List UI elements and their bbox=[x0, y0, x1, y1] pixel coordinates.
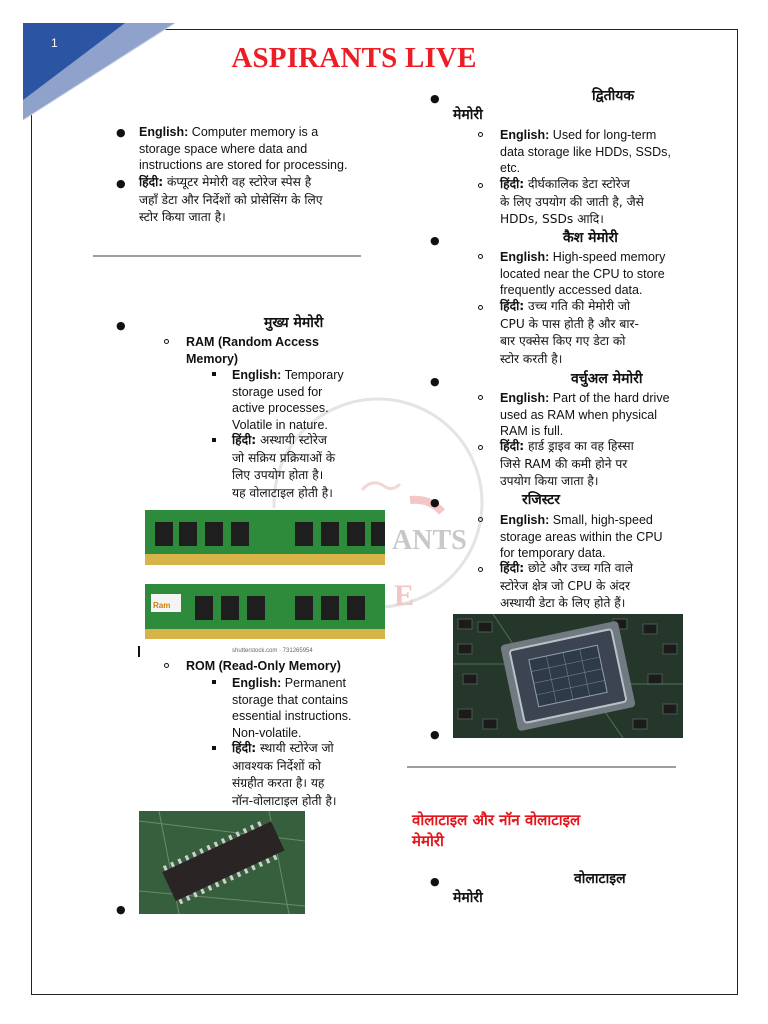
hindi-label: हिंदी: bbox=[500, 177, 525, 191]
volatile-nonvolatile-heading bbox=[412, 810, 672, 852]
bullet-dot: ● bbox=[430, 496, 440, 509]
english-label: English: bbox=[232, 368, 282, 382]
secondary-memory-heading-2: मेमोरी bbox=[453, 107, 483, 123]
cache-english-line: located near the CPU to store bbox=[500, 266, 665, 281]
bullet-circle bbox=[164, 339, 169, 344]
intro-hindi-line: जहाँ डेटा और निर्देशों को प्रोसेसिंग के लिए bbox=[139, 192, 323, 207]
cache-hindi-line: स्टोर करती है। bbox=[500, 351, 563, 366]
register-hindi-line: अस्थायी डेटा के लिए होते हैं। bbox=[500, 596, 626, 610]
hindi-label: हिंदी: bbox=[232, 741, 257, 755]
volatile-heading-line: मेमोरी bbox=[412, 832, 444, 850]
page-number: 1 bbox=[51, 36, 58, 50]
divider bbox=[93, 255, 361, 257]
rom-hindi-line: संग्रहीत करता है। यह bbox=[232, 776, 325, 790]
hindi-label: हिंदी: bbox=[232, 433, 257, 447]
english-label: English: bbox=[500, 391, 550, 405]
english-label: English: bbox=[500, 250, 550, 264]
watermark-text-2: E bbox=[394, 579, 415, 611]
rom-hindi-line: नॉन-वोलाटाइल होती है। bbox=[232, 793, 337, 808]
ram-english-line: active processes. bbox=[232, 401, 329, 415]
bullet-circle bbox=[478, 254, 483, 259]
virtual-hindi bbox=[500, 438, 710, 491]
rom-english-line: Permanent bbox=[284, 676, 346, 690]
cache-hindi-line: उच्च गति की मेमोरी जो bbox=[528, 299, 631, 313]
bullet-dot: ● bbox=[116, 177, 126, 190]
register-english-line: storage areas within the CPU bbox=[500, 529, 663, 544]
bullet-circle bbox=[478, 517, 483, 522]
english-label: English: bbox=[232, 676, 282, 690]
intro-english-line: Computer memory is a bbox=[191, 125, 319, 139]
intro-english-line: instructions are stored for processing. bbox=[139, 158, 348, 172]
bullet-square bbox=[212, 438, 216, 442]
divider bbox=[407, 766, 676, 768]
ram-english-line: storage used for bbox=[232, 384, 323, 399]
image-caption: shutterstock.com · 731265954 bbox=[232, 648, 313, 654]
ram-hindi-line: यह वोलाटाइल होती है। bbox=[232, 485, 333, 500]
virtual-english-line: used as RAM when physical bbox=[500, 407, 658, 422]
rom-chip-photo bbox=[139, 811, 305, 914]
ram-hindi bbox=[232, 432, 377, 502]
bullet-circle bbox=[164, 663, 169, 668]
cache-hindi-line: CPU के पास होती है और बार- bbox=[500, 316, 639, 331]
ram-english-line: Temporary bbox=[284, 368, 344, 382]
register-hindi-line: छोटे और उच्च गति वाले bbox=[528, 561, 633, 575]
secondary-english-line: etc. bbox=[500, 161, 521, 175]
english-label: English: bbox=[139, 125, 189, 139]
secondary-hindi-line: दीर्घकालिक डेटा स्टोरेज bbox=[528, 177, 630, 191]
bullet-circle bbox=[478, 305, 483, 310]
bullet-dot: ● bbox=[116, 126, 126, 139]
bullet-circle bbox=[478, 183, 483, 188]
volatile-memory-heading-2: मेमोरी bbox=[453, 890, 483, 906]
bullet-circle bbox=[478, 567, 483, 572]
bullet-square bbox=[212, 680, 216, 684]
register-heading: रजिस्टर bbox=[522, 492, 560, 508]
rom-hindi-line: स्थायी स्टोरेज जो bbox=[260, 741, 334, 755]
cpu-chip-photo bbox=[453, 614, 683, 738]
bullet-circle bbox=[478, 395, 483, 400]
bullet-dot: ● bbox=[430, 728, 440, 741]
rom-title: ROM (Read-Only Memory) bbox=[186, 659, 341, 673]
bullet-circle bbox=[478, 445, 483, 450]
register-english bbox=[500, 512, 700, 562]
virtual-memory-heading: वर्चुअल मेमोरी bbox=[571, 371, 643, 387]
bullet-square bbox=[212, 746, 216, 750]
hindi-label: हिंदी: bbox=[500, 299, 525, 313]
virtual-hindi-line: जिसे RAM की कमी होने पर bbox=[500, 456, 628, 471]
bullet-dot: ● bbox=[430, 875, 440, 888]
secondary-hindi-line: के लिए उपयोग की जाती है, जैसे bbox=[500, 194, 644, 209]
secondary-memory-heading: द्वितीयक bbox=[592, 88, 635, 104]
register-english-line: Small, high-speed bbox=[552, 513, 653, 527]
ram-stick-label: Ram bbox=[153, 601, 171, 610]
ram-english bbox=[232, 367, 372, 433]
bullet-dot: ● bbox=[430, 375, 440, 388]
virtual-hindi-line: उपयोग किया जाता है। bbox=[500, 474, 599, 488]
cache-memory-heading: कैश मेमोरी bbox=[563, 230, 618, 246]
hindi-label: हिंदी: bbox=[500, 561, 525, 575]
virtual-english-line: Part of the hard drive bbox=[552, 391, 670, 405]
english-label: English: bbox=[500, 513, 550, 527]
cache-english-line: High-speed memory bbox=[552, 250, 666, 264]
virtual-english bbox=[500, 390, 700, 440]
volatile-memory-heading: वोलाटाइल bbox=[574, 871, 626, 887]
virtual-english-line: RAM is full. bbox=[500, 424, 564, 438]
ram-english-line: Volatile in nature. bbox=[232, 417, 328, 432]
english-label: English: bbox=[500, 128, 550, 142]
bullet-dot: ● bbox=[430, 92, 440, 105]
hindi-label: हिंदी: bbox=[500, 439, 525, 453]
ram-title-line: Memory) bbox=[186, 351, 239, 366]
bullet-circle bbox=[478, 132, 483, 137]
ram-hindi-line: अस्थायी स्टोरेज bbox=[260, 433, 327, 447]
bullet-dot: ● bbox=[116, 903, 126, 916]
rom-hindi bbox=[232, 740, 377, 810]
intro-hindi-line: स्टोर किया जाता है। bbox=[139, 210, 226, 224]
hindi-label: हिंदी: bbox=[139, 175, 164, 189]
secondary-english bbox=[500, 127, 700, 177]
ram-modules-photo bbox=[145, 508, 385, 653]
cache-hindi bbox=[500, 298, 710, 368]
register-hindi bbox=[500, 560, 710, 613]
rom-hindi-line: आवश्यक निर्देशों को bbox=[232, 758, 321, 773]
bullet-dot: ● bbox=[430, 234, 440, 247]
page-title: ASPIRANTS LIVE bbox=[231, 42, 477, 74]
ram-hindi-line: जो सक्रिय प्रक्रियाओं के bbox=[232, 450, 336, 465]
rom-english bbox=[232, 675, 372, 741]
virtual-hindi-line: हार्ड ड्राइव का वह हिस्सा bbox=[528, 439, 634, 453]
register-english-line: for temporary data. bbox=[500, 546, 606, 560]
intro-english bbox=[139, 124, 374, 174]
rom-english-line: essential instructions. bbox=[232, 709, 352, 723]
cache-english bbox=[500, 249, 700, 299]
cache-hindi-line: बार एक्सेस किए गए डेटा को bbox=[500, 334, 626, 348]
ram-hindi-line: लिए उपयोग होता है। bbox=[232, 468, 324, 482]
intro-hindi bbox=[139, 174, 379, 227]
bullet-square bbox=[212, 372, 216, 376]
secondary-english-line: data storage like HDDs, SSDs, bbox=[500, 144, 671, 159]
ram-title-line: RAM (Random Access bbox=[186, 335, 319, 349]
secondary-english-line: Used for long-term bbox=[552, 128, 657, 142]
ram-title bbox=[186, 334, 366, 367]
secondary-hindi bbox=[500, 176, 710, 229]
watermark-text: ANTS bbox=[392, 525, 467, 556]
secondary-hindi-line: HDDs, SSDs आदि। bbox=[500, 212, 604, 226]
text-cursor bbox=[138, 646, 140, 657]
cache-english-line: frequently accessed data. bbox=[500, 283, 643, 297]
volatile-heading-line: वोलाटाइल और नॉन वोलाटाइल bbox=[412, 811, 581, 829]
intro-hindi-line: कंप्यूटर मेमोरी वह स्टोरेज स्पेस है bbox=[167, 175, 312, 189]
register-hindi-line: स्टोरेज क्षेत्र जो CPU के अंदर bbox=[500, 578, 631, 593]
primary-memory-heading: मुख्य मेमोरी bbox=[264, 315, 324, 331]
bullet-dot: ● bbox=[116, 319, 126, 332]
rom-english-line: storage that contains bbox=[232, 692, 349, 707]
rom-english-line: Non-volatile. bbox=[232, 725, 302, 740]
intro-english-line: storage space where data and bbox=[139, 141, 308, 156]
